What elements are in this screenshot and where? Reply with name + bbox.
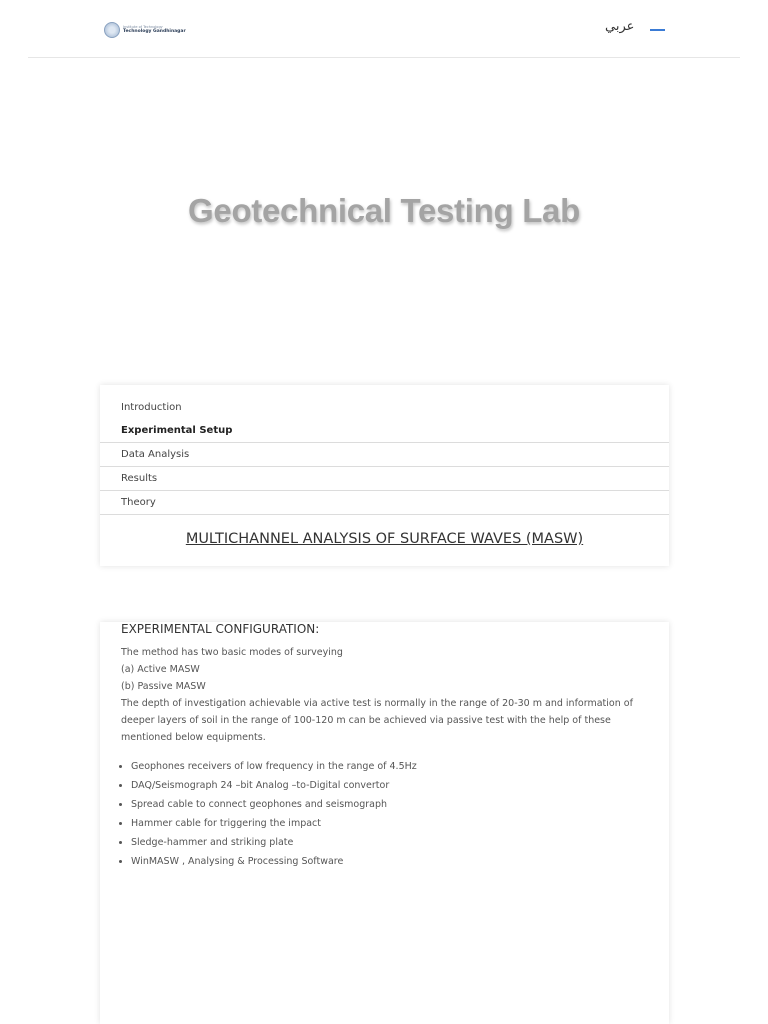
- config-line: (b) Passive MASW: [121, 681, 206, 692]
- page-title: Geotechnical Testing Lab: [188, 192, 580, 229]
- masw-heading: MULTICHANNEL ANALYSIS OF SURFACE WAVES (MASW): [185, 531, 584, 547]
- tab-introduction[interactable]: Introduction: [121, 402, 182, 413]
- logo-line-2: Technology Gandhinagar: [123, 28, 186, 34]
- equipment-item: • Sledge-hammer and striking plate: [131, 833, 641, 852]
- top-navbar: [28, 0, 740, 58]
- equipment-item: • DAQ/Seismograph 24 –bit Analog –to-Digital convertor: [131, 776, 641, 795]
- logo-text: [123, 26, 186, 34]
- tab-results[interactable]: Results: [100, 467, 669, 491]
- tabs-panel: [100, 385, 669, 566]
- config-paragraph: The depth of investigation achievable via active test is normally in the range of 20-30 m and information of deeper layers of soil in the range of 100-120 m can be achieved via passive test with the help of these mentioned below equipments.: [121, 698, 633, 743]
- logo-line-1: Institute of Technology: [123, 25, 163, 29]
- institute-seal-icon: [104, 22, 120, 38]
- config-body: [121, 644, 641, 871]
- equipment-list: [121, 757, 641, 871]
- equipment-item: • WinMASW , Analysing & Processing Software: [131, 852, 641, 871]
- equipment-item: • Hammer cable for triggering the impact: [131, 814, 641, 833]
- config-heading: EXPERIMENTAL CONFIGURATION:: [121, 622, 320, 636]
- config-line: (a) Active MASW: [121, 664, 200, 675]
- content-panel: [100, 622, 669, 1024]
- hamburger-icon[interactable]: [650, 29, 665, 31]
- institute-logo[interactable]: [104, 22, 186, 38]
- language-toggle-link[interactable]: عربي: [605, 19, 635, 34]
- equipment-item: • Geophones receivers of low frequency in the range of 4.5Hz: [131, 757, 641, 776]
- tab-experimental-setup[interactable]: Experimental Setup: [100, 419, 669, 443]
- tab-data-analysis[interactable]: Data Analysis: [100, 443, 669, 467]
- equipment-item: • Spread cable to connect geophones and seismograph: [131, 795, 641, 814]
- section-tabs: [100, 396, 669, 515]
- tab-theory[interactable]: Theory: [100, 491, 669, 515]
- config-line: The method has two basic modes of surveying: [121, 647, 343, 658]
